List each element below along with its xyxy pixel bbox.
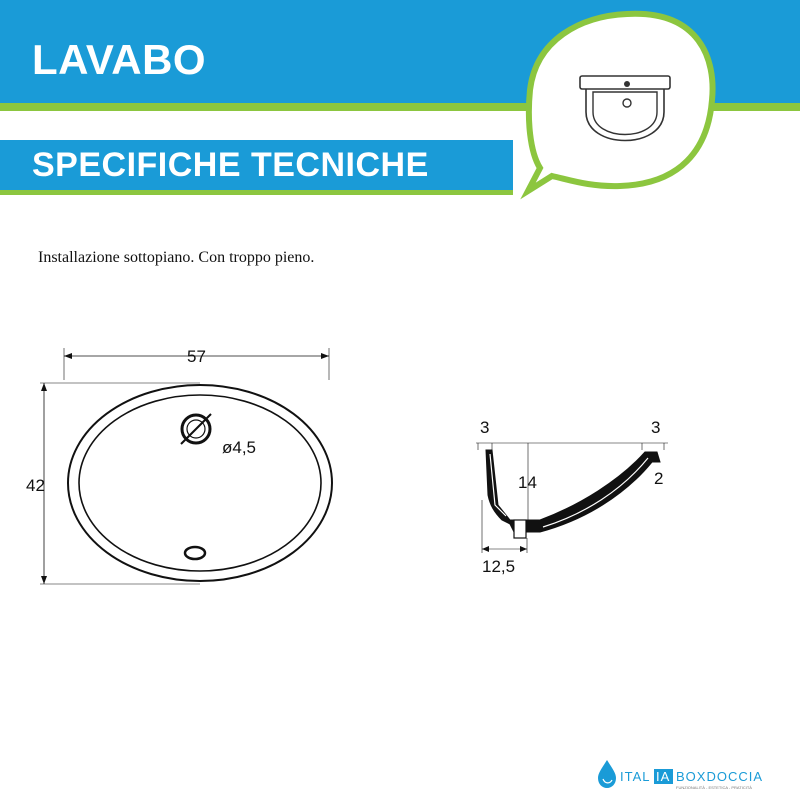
logo-text-boxdoccia: BOXDOCCIA <box>676 769 764 784</box>
dimension-height: 14 <box>518 473 537 492</box>
page-title: LAVABO <box>32 36 207 83</box>
dimension-depth: 42 <box>26 476 45 495</box>
sink-section-view <box>476 443 668 553</box>
dimension-width: 57 <box>187 347 206 366</box>
water-drop-icon <box>598 760 616 788</box>
sink-top-view <box>40 348 332 584</box>
logo-text-ital: ITAL <box>620 769 651 784</box>
brand-logo <box>598 760 763 790</box>
section-title: SPECIFICHE TECNICHE <box>32 146 429 184</box>
dimension-drain-width: 12,5 <box>482 557 516 576</box>
dimension-wall-thickness: 2 <box>654 469 664 488</box>
installation-description: Installazione sottopiano. Con troppo pieno. <box>38 249 315 266</box>
logo-text-ia: IA <box>656 769 671 784</box>
dimension-rim-right: 3 <box>651 418 661 437</box>
dimension-rim-left: 3 <box>480 418 490 437</box>
logo-tagline: FUNZIONALITÀ - ESTETICA - PRATICITÀ <box>676 785 752 790</box>
dimension-hole-diameter: ø4,5 <box>222 438 257 457</box>
